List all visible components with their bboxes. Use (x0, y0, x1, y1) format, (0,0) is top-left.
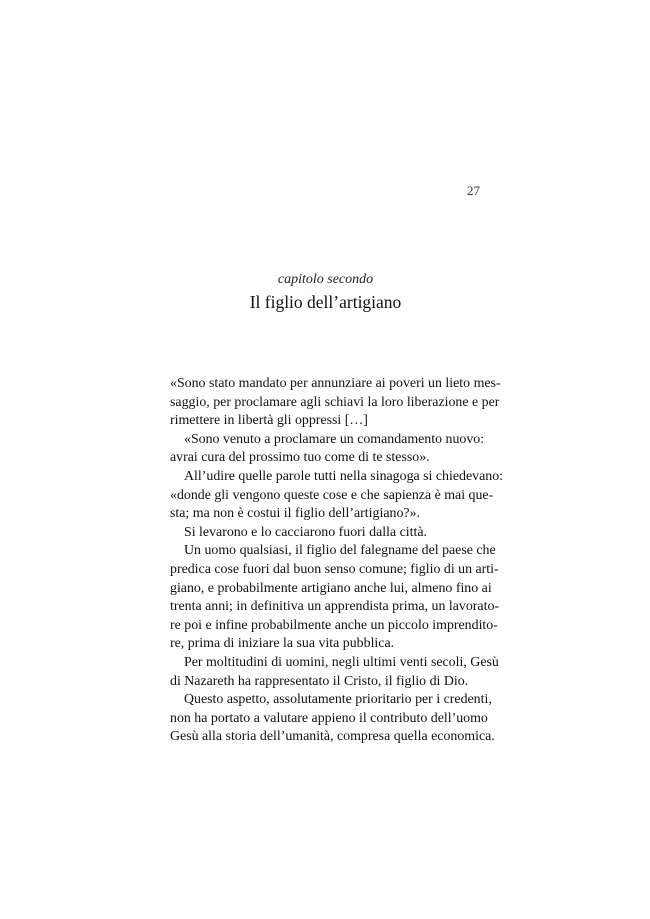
body-line: re poi e infine probabilmente anche un piccolo imprendito- (170, 617, 498, 633)
page-number: 27 (467, 183, 480, 198)
body-line: Questo aspetto, assolutamente prioritario per i credenti, (184, 692, 492, 708)
body-line: non ha portato a valutare appieno il contributo dell’uomo (170, 710, 488, 726)
body-line: avrai cura del prossimo tuo come di te stesso». (170, 450, 430, 466)
body-line: «Sono stato mandato per annunziare ai poveri un lieto mes- (170, 376, 501, 391)
body-line: Si levarono e lo cacciarono fuori dalla città. (184, 524, 427, 540)
body-line: trenta anni; in definitiva un apprendista prima, un lavorato- (170, 599, 500, 615)
body-line: «Sono venuto a proclamare un comandamento nuovo: (184, 431, 485, 447)
body-line: predica cose fuori dal buon senso comune; figlio di un arti- (170, 561, 499, 577)
body-line: re, prima di iniziare la sua vita pubblica. (170, 636, 395, 652)
body-line: sta; ma non è costui il figlio dell’artigiano?». (170, 506, 420, 522)
body-line: Un uomo qualsiasi, il figlio del falegname del paese che (184, 543, 496, 559)
body-line: Gesù alla storia dell’umanità, compresa quella economica. (170, 729, 495, 745)
body-line: All’udire quelle parole tutti nella sinagoga si chiedevano: (184, 468, 503, 484)
chapter-label: capitolo secondo (277, 272, 374, 287)
body-line: «donde gli vengono queste cose e che sapienza è mai que- (170, 487, 494, 503)
body-line: di Nazareth ha rappresentato il Cristo, il figlio di Dio. (170, 673, 469, 689)
chapter-title: Il figlio dell’artigiano (249, 292, 402, 312)
body-line: giano, e probabilmente artigiano anche lui, almeno fino ai (170, 580, 492, 596)
body-line: saggio, per proclamare agli schiavi la loro liberazione e per (170, 394, 500, 410)
body-line: rimettere in libertà gli oppressi […] (170, 413, 368, 429)
body-text (170, 375, 503, 747)
body-line: Per moltitudini di uomini, negli ultimi venti secoli, Gesù (184, 654, 499, 670)
